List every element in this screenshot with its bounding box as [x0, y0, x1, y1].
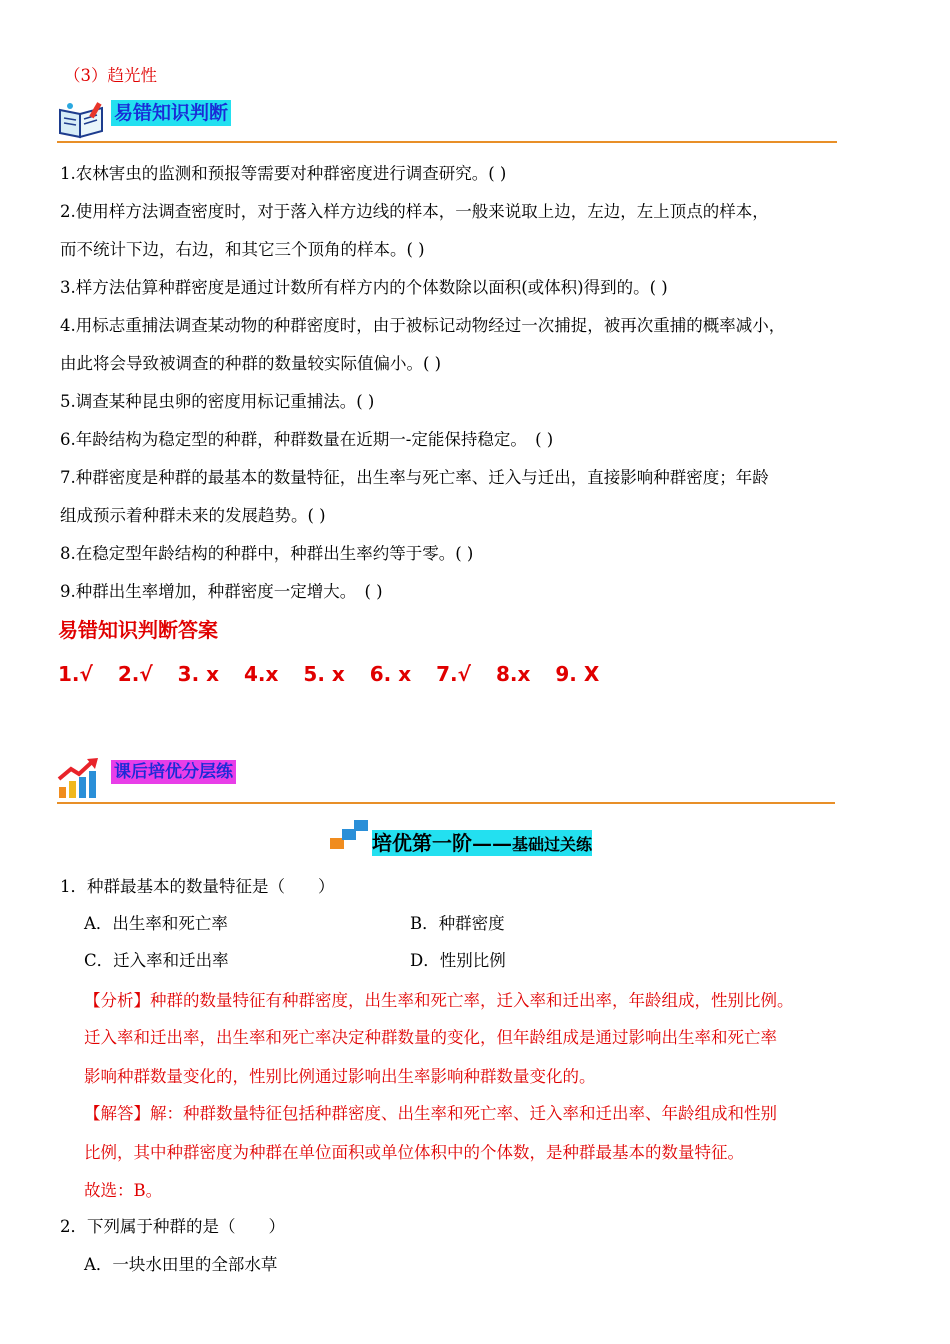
judgment-line: 7.种群密度是种群的最基本的数量特征，出生率与死亡率、迁入与迁出，直接影响种群密度；年龄: [60, 468, 769, 487]
question-stem: 1．种群最基本的数量特征是（ ）: [60, 877, 335, 896]
answer-item: 5. x: [303, 662, 345, 686]
solution-line: 【解答】解：种群数量特征包括种群密度、出生率和死亡率、迁入率和迁出率、年龄组成和性别: [84, 1104, 777, 1123]
judgment-line: 4.用标志重捕法调查某动物的种群密度时，由于被标记动物经过一次捕捉，被再次重捕的概率减小，: [60, 316, 786, 335]
stairs-icon: [330, 820, 370, 850]
top-item: （3）趋光性: [64, 66, 157, 85]
option-b: B．种群密度: [410, 914, 505, 933]
option-a: A．一块水田里的全部水草: [84, 1255, 278, 1274]
judgment-line: 8.在稳定型年龄结构的种群中，种群出生率约等于零。( ): [60, 544, 474, 563]
judgment-line: 组成预示着种群未来的发展趋势。( ): [60, 506, 326, 525]
option-a: A．出生率和死亡率: [84, 914, 228, 933]
answer-item: 2.√: [117, 662, 153, 686]
analysis-line: 迁入率和迁出率，出生率和死亡率决定种群数量的变化，但年龄组成是通过影响出生率和死亡率: [84, 1028, 777, 1047]
judgment-line: 1.农林害虫的监测和预报等需要对种群密度进行调查研究。( ): [60, 164, 507, 183]
growth-chart-icon: [57, 757, 101, 799]
section-divider: [57, 141, 837, 143]
judgment-line: 2.使用样方法调查密度时，对于落入样方边线的样本，一般来说取上边，左边，左上顶点的样本，: [60, 202, 769, 221]
option-d: D．性别比例: [410, 951, 506, 970]
answer-item: 8.x: [495, 662, 531, 686]
judgment-line: 3.样方法估算种群密度是通过计数所有样方内的个体数除以面积(或体积)得到的。( ): [60, 278, 668, 297]
answers-row: [58, 662, 617, 686]
judgment-line: 而不统计下边，右边，和其它三个顶角的样本。( ): [60, 240, 425, 259]
answer-item: 6. x: [369, 662, 412, 686]
answer-item: 4.x: [244, 662, 279, 686]
solution-line: 比例，其中种群密度为种群在单位面积或单位体积中的个体数，是种群最基本的数量特征。: [84, 1143, 744, 1162]
section-divider: [57, 802, 835, 804]
answer-item: 3. x: [177, 662, 220, 686]
tier-title: [372, 830, 592, 856]
solution-line: 故选：B。: [84, 1181, 163, 1200]
analysis-line: 影响种群数量变化的，性别比例通过影响出生率影响种群数量变化的。: [84, 1067, 596, 1086]
question-stem: 2．下列属于种群的是（ ）: [60, 1217, 285, 1236]
option-c: C．迁入率和迁出率: [84, 951, 229, 970]
book-icon: [57, 100, 107, 140]
analysis-line: 【分析】种群的数量特征有种群密度，出生率和死亡率，迁入率和迁出率，年龄组成，性别比例。: [84, 991, 794, 1010]
section-title-error-judgment: 易错知识判断: [111, 100, 231, 126]
section-title-layered-practice: 课后培优分层练: [111, 760, 236, 784]
answers-title: 易错知识判断答案: [58, 618, 218, 642]
answer-item: 9. X: [555, 662, 600, 686]
judgment-line: 9.种群出生率增加，种群密度一定增大。 ( ): [60, 582, 383, 601]
judgment-line: 5.调查某种昆虫卵的密度用标记重捕法。( ): [60, 392, 375, 411]
answer-item: 7.√: [436, 662, 471, 686]
judgment-line: 由此将会导致被调查的种群的数量较实际值偏小。( ): [60, 354, 442, 373]
tier-title-main: 培优第一阶——: [372, 831, 512, 855]
judgment-line: 6.年龄结构为稳定型的种群，种群数量在近期一-定能保持稳定。 ( ): [60, 430, 554, 449]
answer-item: 1.√: [58, 662, 93, 686]
tier-title-sub: 基础过关练: [512, 835, 593, 854]
